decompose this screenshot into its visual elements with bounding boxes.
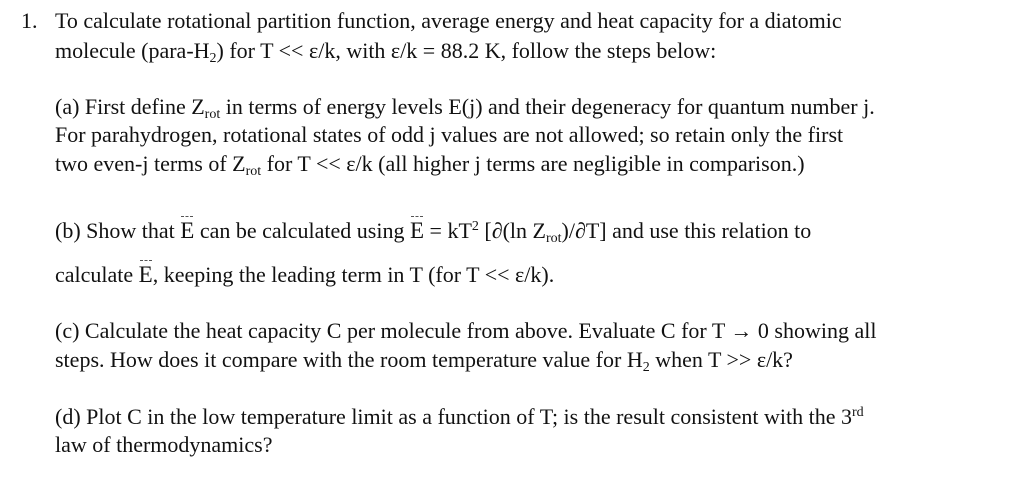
part-c-subscript: 2 [642, 360, 650, 375]
part-b-text-1b: can be calculated using [194, 218, 410, 243]
mean-energy-symbol-2: E [409, 218, 425, 243]
part-c-text-1: (c) Calculate the heat capacity C per molecule from above. Evaluate C for T → 0 showing all [55, 318, 877, 343]
mean-energy-symbol-1: E [180, 218, 195, 243]
part-a-text-1b: in terms of energy levels E(j) and their degeneracy for quantum number j. [220, 94, 875, 119]
mean-energy-symbol-3: E [138, 262, 153, 287]
part-a-subscript-1: rot [204, 107, 221, 122]
part-b-text-2a: calculate [55, 262, 139, 287]
part-c-text-2b: when T >> ε/k? [649, 347, 793, 372]
part-a-text-2: For parahydrogen, rotational states of odd j values are not allowed; so retain only the first [55, 122, 844, 147]
part-a-line-3 [55, 151, 805, 177]
part-c-line-1 [55, 318, 876, 344]
part-b-text-1a: (b) Show that [55, 218, 181, 243]
part-d-text-1a: (d) Plot C in the low temperature limit as a function of T; is the result consistent with the 3 [55, 404, 852, 429]
intro-subscript: 2 [209, 51, 217, 66]
part-d-text-2: law of thermodynamics? [55, 432, 273, 457]
part-d-line-2 [55, 432, 273, 458]
part-d-line-1 [55, 404, 864, 430]
part-a-text-3b: for T << ε/k (all higher j terms are negligible in comparison.) [261, 151, 805, 176]
intro-line-1 [55, 8, 842, 34]
part-a-line-1 [55, 94, 875, 120]
question-number: 1. [21, 8, 38, 33]
intro-line-2 [55, 38, 716, 64]
part-c-text-2a: steps. How does it compare with the room temperature value for H [55, 347, 643, 372]
intro-text-1: To calculate rotational partition function, average energy and heat capacity for a diatomic [55, 8, 842, 33]
part-b-line-2 [55, 262, 554, 288]
intro-text-2b: ) for T << ε/k, with ε/k = 88.2 K, follow the steps below: [216, 38, 717, 63]
intro-text-2a: molecule (para-H [55, 38, 210, 63]
part-a-line-2 [55, 122, 843, 148]
part-b-line-1 [55, 218, 811, 244]
part-b-subscript: rot [545, 231, 562, 246]
part-b-text-1c: = kT [424, 218, 472, 243]
part-b-text-1e: )/∂T] and use this relation to [561, 218, 812, 243]
part-d-superscript: rd [851, 405, 864, 420]
part-a-text-1a: (a) First define Z [55, 94, 205, 119]
part-a-subscript-3: rot [245, 164, 262, 179]
part-a-text-3a: two even-j terms of Z [55, 151, 246, 176]
part-b-text-2b: , keeping the leading term in T (for T << ε/k). [152, 262, 555, 287]
part-b-superscript: 2 [471, 219, 479, 234]
part-c-line-2 [55, 347, 793, 373]
part-b-text-1d: [∂(ln Z [478, 218, 546, 243]
